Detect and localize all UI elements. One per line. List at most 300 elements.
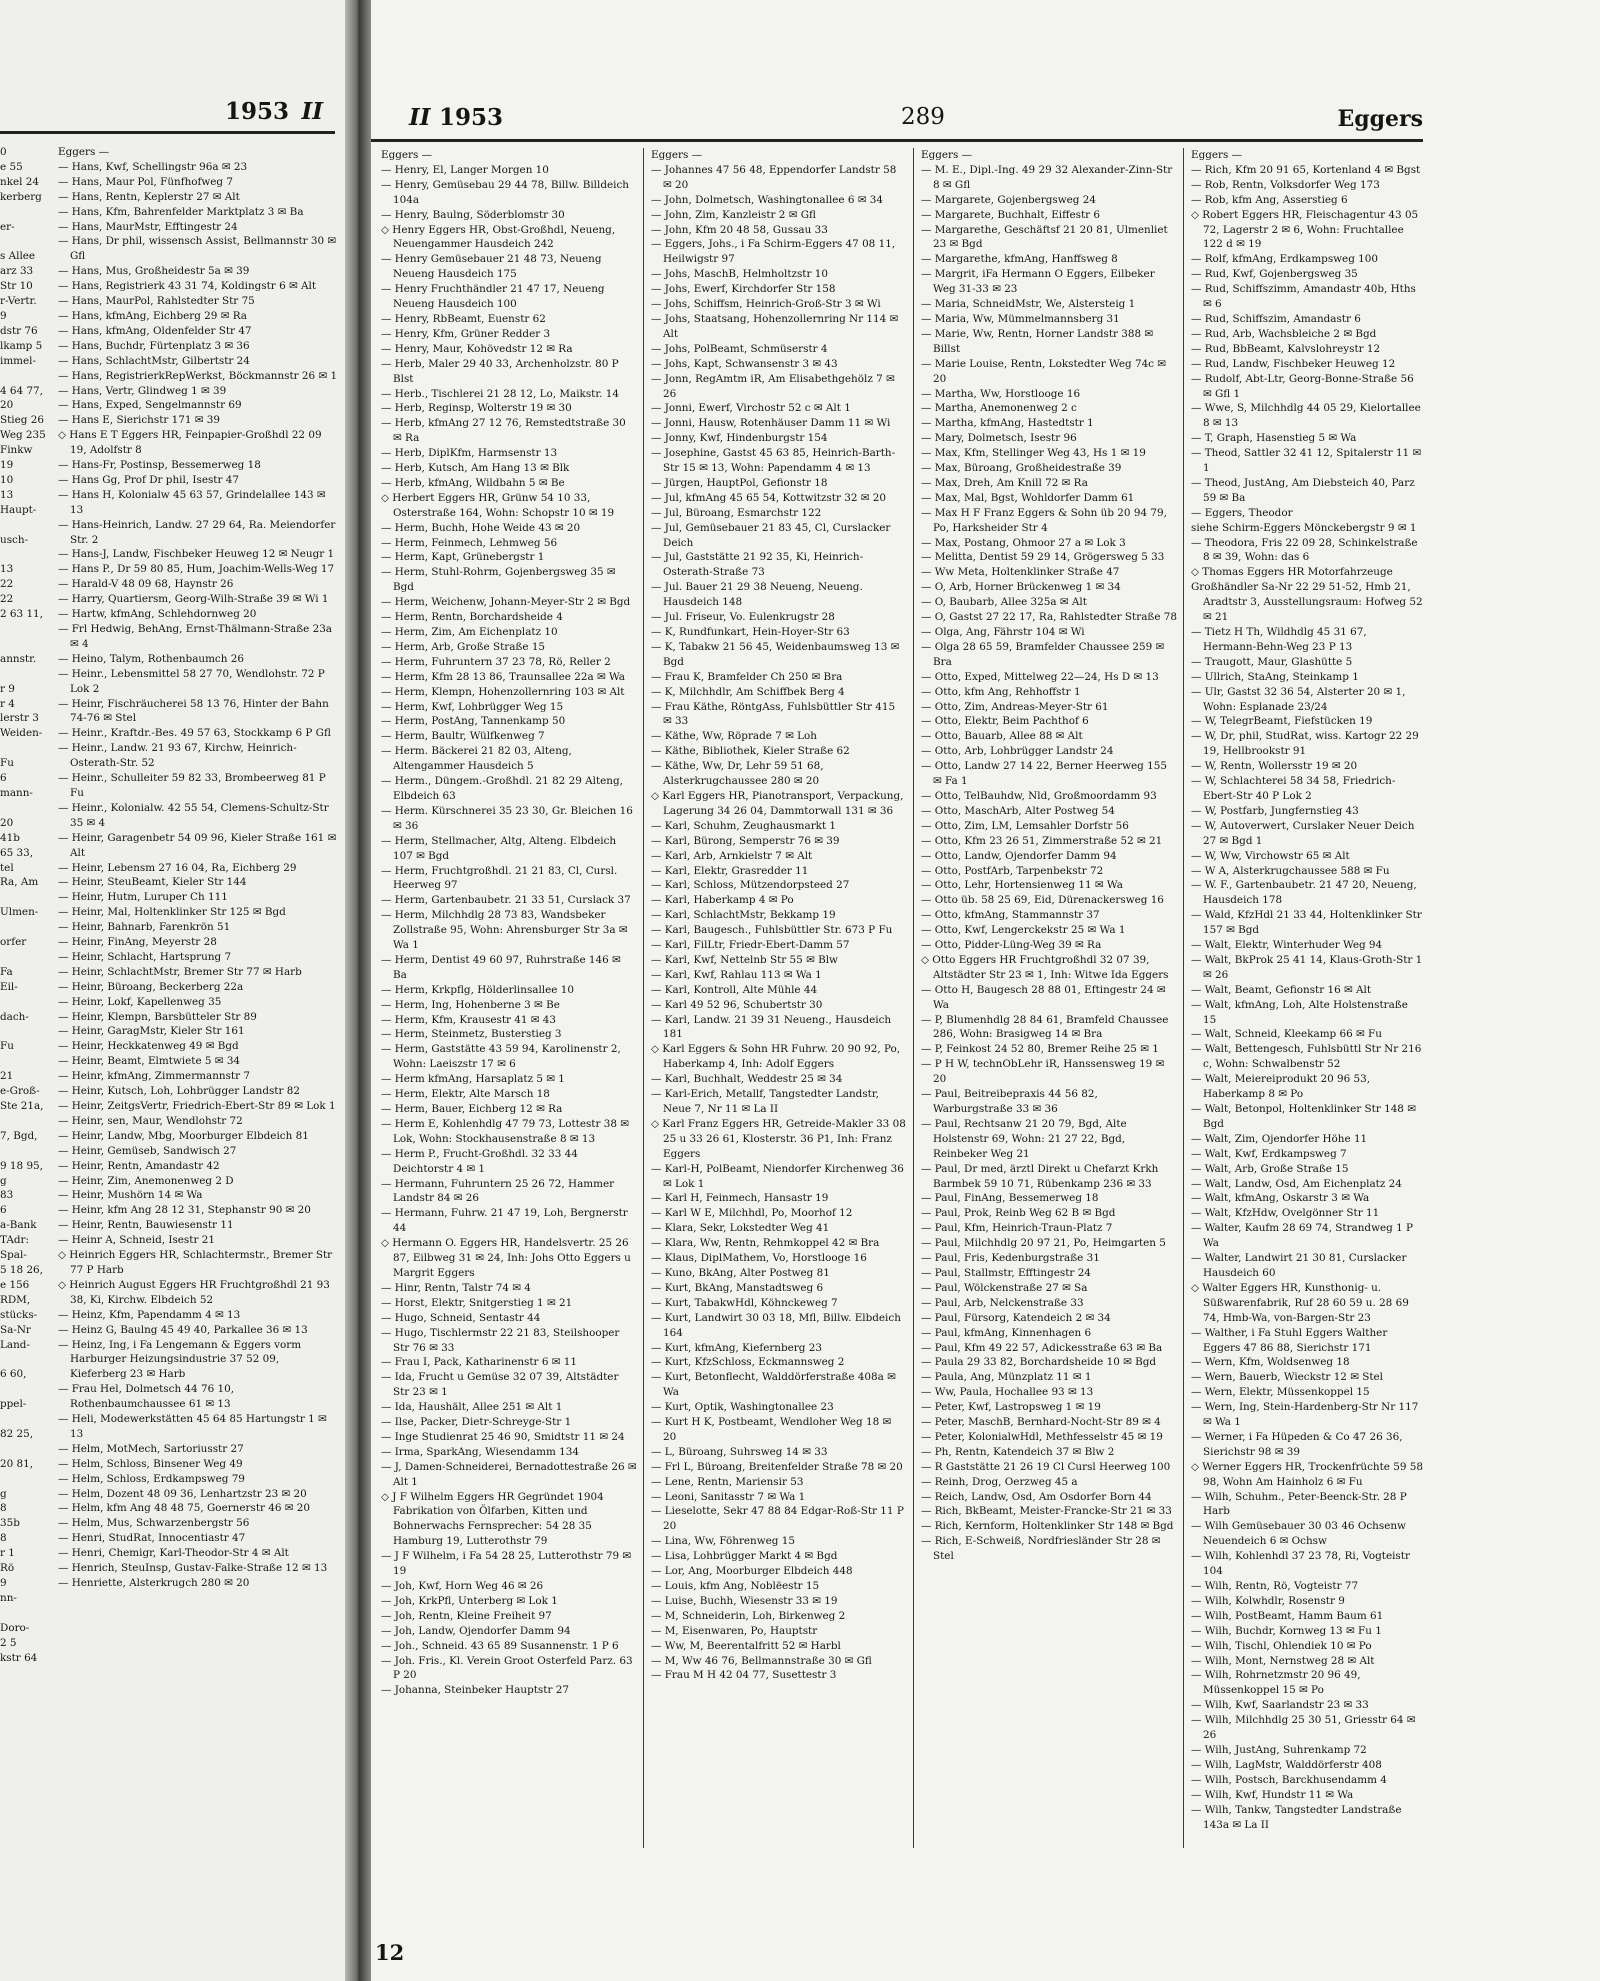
left-directory-column (58, 145, 338, 1945)
directory-entry: ◇ Heinrich Eggers HR, Schlachtermstr., Bremer Str 77 P Harb (58, 1249, 333, 1276)
cut-line-fragment: Stieg 26 (0, 414, 44, 427)
directory-entry: — Walt, Meiereiprodukt 20 96 53, Haberkamp 8 ✉ Po (1191, 1073, 1371, 1101)
directory-entry: — Leoni, Sanitasstr 7 ✉ Wa 1 (651, 1490, 806, 1503)
directory-entry: — Herm, Fuhruntern 37 23 78, Rö, Reller 2 (381, 655, 611, 668)
directory-entry: — Hans, Kwf, Schellingstr 96a ✉ 23 (58, 160, 248, 173)
directory-entry: — Herm, PostAng, Tannenkamp 50 (381, 715, 566, 728)
directory-entry: — Max, Dreh, Am Knill 72 ✉ Ra (921, 476, 1088, 489)
directory-entry: — Karl, Buchhalt, Weddestr 25 ✉ 34 (651, 1073, 843, 1086)
directory-entry: — Jürgen, HauptPol, Gefionstr 18 (651, 476, 828, 489)
directory-entry: — Karl, Kwf, Nettelnb Str 55 ✉ Blw (651, 953, 838, 966)
cut-line-fragment (0, 995, 48, 1010)
directory-entry: — Jonn, RegAmtm iR, Am Elisabethgehölz 7 ✉ 26 (651, 372, 895, 400)
directory-entry: — Hans E, Sierichstr 171 ✉ 39 (58, 414, 221, 427)
directory-entry: — Heinr, Beamt, Elmtwiete 5 ✉ 34 (58, 1055, 241, 1068)
cut-line-fragment (0, 920, 48, 935)
directory-entry: — Harry, Quartiersm, Georg-Wilh-Straße 39 ✉ Wi 1 (58, 593, 329, 606)
directory-entry: — Herm, Ing, Hohenberne 3 ✉ Be (381, 998, 560, 1011)
directory-entry: — W, Ww, Virchowstr 65 ✉ Alt (1191, 849, 1350, 862)
directory-entry: — Margarete, Gojenbergsweg 24 (921, 193, 1096, 206)
directory-entry: — Henry Gemüsebauer 21 48 73, Neueng Neueng Hausdeich 175 (381, 253, 602, 281)
directory-entry: — Hans, Vertr, Glindweg 1 ✉ 39 (58, 384, 227, 397)
directory-entry: — Heinr, Klempn, Barsbütteler Str 89 (58, 1010, 257, 1023)
directory-entry: — Herm. Bäckerei 21 82 03, Alteng, Altengammer Hausdeich 5 (381, 745, 572, 773)
directory-entry: — Otto, Arb, Lohbrügger Landstr 24 (921, 745, 1114, 758)
cut-line-fragment: 22 (0, 578, 14, 591)
directory-entry: — Henry, El, Langer Morgen 10 (381, 163, 549, 176)
directory-entry: — Karl, SchlachtMstr, Bekkamp 19 (651, 909, 836, 922)
directory-entry: — Martha, kfmAng, Hastedtstr 1 (921, 417, 1094, 430)
cut-line-fragment: Fa (0, 965, 13, 978)
column-head: Eggers — (921, 149, 973, 161)
directory-entry: — Walt, kfmAng, Oskarstr 3 ✉ Wa (1191, 1192, 1370, 1205)
directory-entry: — Karl H, Feinmech, Hansastr 19 (651, 1192, 829, 1205)
directory-entry: — Herb, Kutsch, Am Hang 13 ✉ Blk (381, 462, 570, 475)
directory-entry: — Otto, Elektr, Beim Pachthof 6 (921, 715, 1089, 728)
directory-entry: — Karl, Schuhm, Zeughausmarkt 1 (651, 819, 837, 832)
directory-entry: — Heinr, Lokf, Kapellenweg 35 (58, 995, 222, 1008)
directory-entry: — Jul, Büroang, Esmarchstr 122 (651, 506, 822, 519)
directory-entry: — Mary, Dolmetsch, Isestr 96 (921, 432, 1077, 445)
directory-entry: — Hans, kfmAng, Oldenfelder Str 47 (58, 324, 252, 337)
cut-line-fragment: 35b (0, 1517, 20, 1530)
cut-line-fragment: er- (0, 220, 15, 233)
directory-entry: — Ida, Frucht u Gemüse 32 07 39, Altstädter Str 23 ✉ 1 (381, 1371, 619, 1399)
cut-line-fragment (0, 637, 48, 652)
firm-entry: ◇ Karl Eggers HR, Pianotransport, Verpackung, Lagerung 34 26 04, Dammtorwall 131 ✉ 36 (651, 789, 904, 817)
directory-entry: — Joh, Landw, Ojendorfer Damm 94 (381, 1624, 571, 1637)
cut-line-fragment (0, 1114, 48, 1129)
directory-entry: — Johs, PolBeamt, Schmüserstr 4 (651, 342, 828, 355)
directory-entry: — Jul, Gaststätte 21 92 35, Ki, Heinrich-Osterath-Straße 73 (651, 551, 864, 579)
right-volume-roman: II (409, 104, 431, 131)
directory-entry: — Walt, kfmAng, Loh, Alte Holstenstraße 15 (1191, 998, 1408, 1026)
directory-entry: — Hans, Mus, Großheidestr 5a ✉ 39 (58, 265, 250, 278)
cut-line-fragment (0, 369, 48, 384)
cut-line-fragment: usch- (0, 533, 29, 546)
directory-entry: — Ulr, Gastst 32 36 54, Alsterter 20 ✉ 1, Wohn: Esplanade 23/24 (1191, 685, 1406, 713)
cut-line-fragment: Weiden- (0, 727, 43, 740)
directory-entry: — Herm, Dentist 49 60 97, Ruhrstraße 146 ✉ Ba (381, 953, 621, 981)
directory-entry: — Max H F Franz Eggers & Sohn üb 20 94 79, Po, Harksheider Str 4 (921, 506, 1167, 534)
directory-entry: ◇ Hans E T Eggers HR, Feinpapier-Großhdl 22 09 19, Adolfstr 8 (58, 429, 322, 457)
directory-entry: — Hugo, Schneid, Sentastr 44 (381, 1311, 541, 1324)
directory-entry: — Wilh, Tischl, Ohlendiek 10 ✉ Po (1191, 1639, 1372, 1652)
directory-entry: — Paul, Dr med, ärztl Direkt u Chefarzt Krkh Barmbek 59 10 71, Rübenkamp 236 ✉ 33 (921, 1162, 1159, 1190)
directory-entry: — Margrit, iFa Hermann O Eggers, Eilbeker Weg 31-33 ✉ 23 (921, 268, 1155, 296)
directory-entry: — Heinr, Fischräucherei 58 13 76, Hinter der Bahn 74-76 ✉ Stel (58, 697, 329, 725)
directory-entry: — Herm, Steinmetz, Busterstieg 3 (381, 1028, 562, 1041)
cut-line-fragment: e-Groß- (0, 1085, 40, 1098)
directory-entry: — Hartw, kfmAng, Schlehdornweg 20 (58, 608, 257, 621)
directory-entry: — Kurt, kfmAng, Kiefernberg 23 (651, 1341, 822, 1354)
directory-entry: — Karl, Kontroll, Alte Mühle 44 (651, 983, 818, 996)
directory-entry: — Käthe, Ww, Röprade 7 ✉ Loh (651, 730, 817, 743)
directory-entry: — Klara, Sekr, Lokstedter Weg 41 (651, 1222, 830, 1235)
directory-entry: — Lisa, Lohbrügger Markt 4 ✉ Bgd (651, 1550, 838, 1563)
directory-entry: — Wwe, S, Milchhdlg 44 05 29, Kielortallee 8 ✉ 13 (1191, 402, 1421, 430)
directory-entry: — Heinr, Mal, Holtenklinker Str 125 ✉ Bgd (58, 906, 286, 919)
cut-line-fragment (0, 1352, 48, 1367)
directory-entry: — Paul, Arb, Nelckenstraße 33 (921, 1296, 1084, 1309)
directory-entry: — Heinr, ZeitgsVertr, Friedrich-Ebert-Str 89 ✉ Lok 1 (58, 1100, 336, 1112)
directory-entry: — Max, Postang, Ohmoor 27 a ✉ Lok 3 (921, 536, 1126, 549)
directory-entry: — Rud, BbBeamt, Kalvslohreystr 12 (1191, 342, 1381, 355)
cut-line-fragment: g (0, 1174, 7, 1187)
directory-entry: — M, Schneiderin, Loh, Birkenweg 2 (651, 1609, 846, 1622)
cut-line-fragment: arz 33 (0, 265, 34, 278)
directory-entry: — Wilh, Milchhdlg 25 30 51, Griesstr 64 ✉ 26 (1191, 1714, 1416, 1742)
directory-entry: — Wern, Ing, Stein-Hardenberg-Str Nr 117 ✉ Wa 1 (1191, 1401, 1419, 1429)
directory-entry: — Joh., Schneid. 43 65 89 Susannenstr. 1 P 6 (381, 1639, 619, 1652)
directory-entry: — Wern, Elektr, Müssenkoppel 15 (1191, 1386, 1370, 1399)
firm-entry: ◇ J F Wilhelm Eggers HR Gegründet 1904 Fabrikation von Ölfarben, Kitten und Bohnerwachs Fernsprecher: 54 28 35 Hamburg 19, Lutterothstr 79 (381, 1490, 604, 1548)
directory-entry: — Jul. Friseur, Vo. Eulenkrugstr 28 (651, 611, 835, 624)
directory-entry: — Lieselotte, Sekr 47 88 84 Edgar-Roß-Str 11 P 20 (651, 1505, 904, 1533)
running-head-name: Eggers (1337, 106, 1423, 132)
directory-entry: — John, Zim, Kanzleistr 2 ✉ Gfl (651, 208, 816, 221)
cut-line-fragment: 6 60, (0, 1368, 27, 1381)
directory-entry: — J F Wilhelm, i Fa 54 28 25, Lutterothstr 79 ✉ 19 (381, 1550, 632, 1578)
directory-entry: — Ullrich, StaAng, Steinkamp 1 (1191, 670, 1359, 683)
directory-entry: — Otto, Zim, Andreas-Meyer-Str 61 (921, 700, 1109, 713)
directory-entry: — O, Baubarb, Allee 325a ✉ Alt (921, 596, 1087, 609)
directory-entry: — Karl-H, PolBeamt, Niendorfer Kirchenweg 36 ✉ Lok 1 (651, 1162, 904, 1190)
directory-entry: — Jul, Gemüsebauer 21 83 45, Cl, Curslacker Deich (651, 521, 891, 549)
directory-entry: — Irma, SparkAng, Wiesendamm 134 (381, 1445, 579, 1458)
directory-column-3 (921, 148, 1177, 1948)
directory-entry: — Karl, Elektr, Grasredder 11 (651, 864, 809, 877)
directory-entry: — Herm, Stellmacher, Altg, Alteng. Elbdeich 107 ✉ Bgd (381, 834, 617, 862)
column-head: Eggers — (1191, 149, 1243, 161)
firm-entry: ◇ Robert Eggers HR, Fleischagentur 43 05 72, Lagerstr 2 ✉ 6, Wohn: Fruchtallee 122 d ✉ 19 (1191, 208, 1419, 251)
directory-entry: — Walther, i Fa Stuhl Eggers Walther Eggers 47 86 88, Sierichstr 171 (1191, 1326, 1388, 1354)
directory-entry: — Heinr, Landw, Mbg, Moorburger Elbdeich 81 (58, 1129, 309, 1142)
directory-entry: — J, Damen-Schneiderei, Bernadottestraße 26 ✉ Alt 1 (381, 1460, 637, 1488)
cut-line-fragment (0, 547, 48, 562)
directory-entry: — Walt, BkProk 25 41 14, Klaus-Groth-Str 1 ✉ 26 (1191, 953, 1423, 981)
directory-entry: ◇ Heinrich August Eggers HR Fruchtgroßhdl 21 93 38, Ki, Kirchw. Elbdeich 52 (58, 1278, 330, 1306)
directory-entry: — Heinr, SteuBeamt, Kieler Str 144 (58, 876, 247, 889)
directory-entry: — Theod, Sattler 32 41 12, Spitalerstr 11 ✉ 1 (1191, 447, 1422, 475)
directory-entry: — Otto üb. 58 25 69, Eid, Dürenackersweg 16 (921, 894, 1164, 907)
directory-entry: — Otto, Landw 27 14 22, Berner Heerweg 155 ✉ Fa 1 (921, 760, 1167, 788)
directory-column-4 (1191, 148, 1423, 1948)
directory-entry: — Johs, Schiffsm, Heinrich-Groß-Str 3 ✉ Wi (651, 298, 881, 311)
directory-entry: — Herm, Milchhdlg 28 73 83, Wandsbeker Zollstraße 95, Wohn: Ahrensburger Str 3a ✉ Wa 1 (381, 909, 628, 952)
directory-entry: — Martha, Ww, Horstlooge 16 (921, 387, 1081, 400)
directory-entry: — Rich, E-Schweiß, Nordfriesländer Str 28 ✉ Stel (921, 1535, 1161, 1563)
directory-entry: — W, Rentn, Wollersstr 19 ✉ 20 (1191, 760, 1358, 773)
directory-entry: — Heinr, kfm Ang 28 12 31, Stephanstr 90 ✉ 20 (58, 1204, 311, 1217)
directory-entry: — Margarethe, kfmAng, Hanffsweg 8 (921, 253, 1118, 266)
directory-entry: — Karl 49 52 96, Schubertstr 30 (651, 998, 823, 1011)
directory-entry: — Max, Kfm, Stellinger Weg 43, Hs 1 ✉ 19 (921, 447, 1146, 460)
directory-entry: — M, Eisenwaren, Po, Hauptstr (651, 1624, 818, 1637)
directory-entry: — Hans-J, Landw, Fischbeker Heuweg 12 ✉ Neugr 1 (58, 548, 335, 561)
directory-entry: — Ww, Paula, Hochallee 93 ✉ 13 (921, 1386, 1094, 1399)
cut-line-fragment: immel- (0, 354, 37, 367)
directory-entry: — Hermann, Fuhruntern 25 26 72, Hammer Landstr 84 ✉ 26 (381, 1177, 615, 1205)
cut-line-fragment (0, 801, 48, 816)
cut-line-fragment (0, 1144, 48, 1159)
directory-entry: — Kurt H K, Postbeamt, Wendloher Weg 18 ✉ 20 (651, 1416, 892, 1443)
directory-entry: — Harald-V 48 09 68, Haynstr 26 (58, 578, 234, 591)
cut-line-fragment (0, 205, 48, 220)
cut-line-fragment: 65 33, (0, 846, 34, 859)
directory-column-2 (651, 148, 907, 1948)
directory-entry: Eggers — (58, 146, 110, 158)
cut-line-fragment (0, 741, 48, 756)
directory-entry: — Kurt, Optik, Washingtonallee 23 (651, 1401, 834, 1414)
right-year: 1953 (439, 104, 504, 131)
directory-entry: — Paul, Fürsorg, Katendeich 2 ✉ 34 (921, 1311, 1111, 1324)
column-head: Eggers — (651, 149, 703, 161)
directory-entry: — Wilh, Buchdr, Kornweg 13 ✉ Fu 1 (1191, 1624, 1382, 1637)
cut-line-fragment: a-Bank (0, 1219, 37, 1232)
directory-entry: — Luise, Buchh, Wiesenstr 33 ✉ 19 (651, 1594, 838, 1607)
directory-entry: — Frau I, Pack, Katharinenstr 6 ✉ 11 (381, 1356, 577, 1369)
directory-entry: — Wilh, Rentn, Rö, Vogteistr 77 (1191, 1580, 1359, 1592)
cut-line-fragment: lkamp 5 (0, 339, 43, 352)
cut-line-fragment: r-Vertr. (0, 295, 37, 308)
directory-entry: — Karl-Erich, Metallf, Tangstedter Landstr, Neue 7, Nr 11 ✉ La II (651, 1088, 879, 1115)
directory-entry: — Helm, Schloss, Erdkampsweg 79 (58, 1472, 245, 1485)
directory-entry: — Marie, Ww, Rentn, Horner Landstr 388 ✉ Billst (921, 327, 1154, 355)
directory-entry: — Heinr., Schulleiter 59 82 33, Brombeerweg 81 P Fu (58, 772, 326, 799)
directory-column-1 (381, 148, 637, 1948)
cut-line-fragment: 10 (0, 473, 14, 486)
directory-entry: — Wilh, Schuhm., Peter-Beenck-Str. 28 P Harb (1191, 1490, 1407, 1518)
cut-line-fragment: 5 18 26, (0, 1263, 43, 1276)
cut-line-fragment: 21 (0, 1070, 14, 1083)
directory-entry: — Herm, Gartenbaubetr. 21 33 51, Curslack 37 (381, 894, 631, 907)
directory-entry: — P, Blumenhdlg 28 84 61, Bramfeld Chaussee 286, Wohn: Brasigweg 14 ✉ Bra (921, 1013, 1169, 1041)
cut-line-fragment: Sa-Nr (0, 1323, 31, 1336)
directory-entry: — Hans, Buchdr, Fürtenplatz 3 ✉ 36 (58, 339, 250, 352)
directory-entry: — Henry Fruchthändler 21 47 17, Neueng Neueng Hausdeich 100 (381, 283, 605, 311)
directory-entry: — M. E., Dipl.-Ing. 49 29 32 Alexander-Zinn-Str 8 ✉ Gfl (921, 163, 1173, 191)
directory-entry: — Wilh, Rohrnetzmstr 20 96 49, Müssenkoppel 15 ✉ Po (1191, 1669, 1361, 1697)
directory-entry: — Rob, Rentn, Volksdorfer Weg 173 (1191, 178, 1380, 191)
cut-line-fragment: 9 18 95, (0, 1159, 43, 1172)
directory-entry: — Ilse, Packer, Dietr-Schreyge-Str 1 (381, 1416, 572, 1429)
cut-line-fragment: ppel- (0, 1398, 27, 1411)
directory-entry: — W, Dr, phil, StudRat, wiss. Kartogr 22 29 19, Hellbrookstr 91 (1191, 730, 1419, 758)
directory-entry: — Rud, Schiffszimm, Amandastr 40b, Hths ✉ 6 (1191, 283, 1416, 311)
firm-entry: ◇ Karl Franz Eggers HR, Getreide-Makler 33 08 25 u 33 26 61, Klosterstr. 36 P1, Inh: Franz Eggers (651, 1117, 906, 1160)
directory-entry: — Rob, kfm Ang, Asserstieg 6 (1191, 193, 1348, 206)
directory-entry: — Joh. Fris., Kl. Verein Groot Osterfeld Parz. 63 P 20 (381, 1654, 633, 1682)
directory-entry: — Wilh, LagMstr, Walddörferstr 408 (1191, 1758, 1382, 1771)
directory-entry: — Henry, Kfm, Grüner Redder 3 (381, 327, 551, 340)
directory-entry: — Paul, kfmAng, Kinnenhagen 6 (921, 1326, 1092, 1339)
directory-entry: — Theodora, Fris 22 09 28, Schinkelstraße 8 ✉ 39, Wohn: das 6 (1191, 536, 1418, 564)
directory-entry: — Walt, Zim, Ojendorfer Höhe 11 (1191, 1132, 1368, 1145)
directory-entry: — Frau M H 42 04 77, Susettestr 3 (651, 1669, 837, 1682)
directory-entry: — Frau Hel, Dolmetsch 44 76 10, Rothenbaumchaussee 61 ✉ 13 (58, 1383, 235, 1411)
directory-entry: — Otto, Zim, LM, Lemsahler Dorfstr 56 (921, 819, 1129, 832)
cut-line-fragment: Spal- (0, 1249, 27, 1262)
directory-entry: — Peter, Kwf, Lastropsweg 1 ✉ 19 (921, 1401, 1101, 1414)
cut-line-fragment: 8 (0, 1532, 7, 1545)
cut-line-fragment: 0 (0, 146, 7, 158)
directory-entry: — W. F., Gartenbaubetr. 21 47 20, Neueng, Hausdeich 178 (1191, 879, 1417, 907)
directory-entry: — Rud, Landw, Fischbeker Heuweg 12 (1191, 357, 1396, 370)
directory-entry: — Herm, Feinmech, Lehmweg 56 (381, 536, 558, 549)
directory-entry: — Olga 28 65 59, Bramfelder Chaussee 259 ✉ Bra (921, 640, 1165, 668)
directory-entry: — Heinr, SchlachtMstr, Bremer Str 77 ✉ Harb (58, 965, 302, 978)
directory-entry: — Heinr, sen, Maur, Wendlohstr 72 (58, 1114, 243, 1127)
directory-entry: — Otto, kfmAng, Stammannstr 37 (921, 909, 1100, 922)
directory-entry: — Herm, Krkpflg, Hölderlinsallee 10 (381, 983, 574, 996)
directory-entry: — Karl, Baugesch., Fuhlsbüttler Str. 673 P Fu (651, 924, 893, 937)
directory-entry: — Wilh, PostBeamt, Hamm Baum 61 (1191, 1609, 1384, 1622)
directory-entry: — Wilh, Kohlenhdl 37 23 78, Ri, Vogteistr 104 (1191, 1550, 1410, 1578)
directory-entry: — Hans, Dr phil, wissensch Assist, Bellmannstr 30 ✉ Gfl (58, 235, 337, 263)
cut-line-fragment: Doro- (0, 1621, 30, 1634)
directory-entry: — Paul, Kfm 49 22 57, Adickesstraße 63 ✉ Ba (921, 1341, 1163, 1354)
firm-entry: ◇ Hermann O. Eggers HR, Handelsvertr. 25 26 87, Eilbweg 31 ✉ 24, Inh: Johs Otto Eggers u Margrit Eggers (381, 1237, 631, 1279)
left-page (0, 0, 345, 1981)
directory-entry: — Henry, Baulng, Söderblomstr 30 (381, 208, 565, 221)
firm-entry: ◇ Herbert Eggers HR, Grünw 54 10 33, Osterstraße 164, Wohn: Schopstr 10 ✉ 19 (381, 491, 615, 519)
cut-line-fragment: kerberg (0, 190, 42, 203)
directory-entry: — Heinr, Heckkatenweg 49 ✉ Bgd (58, 1040, 239, 1053)
directory-entry: — Hans, MaurMstr, Efftingestr 24 (58, 220, 238, 233)
cut-line-fragment: e 55 (0, 160, 23, 173)
directory-entry: — Herm, Bauer, Eichberg 12 ✉ Ra (381, 1103, 563, 1115)
directory-entry: — Frl L, Büroang, Breitenfelder Straße 78 ✉ 20 (651, 1460, 903, 1473)
directory-entry: — Wald, KfzHdl 21 33 44, Holtenklinker Str 157 ✉ Bgd (1191, 909, 1422, 937)
directory-entry: — Rolf, kfmAng, Erdkampsweg 100 (1191, 253, 1378, 266)
directory-entry: — Heino, Talym, Rothenbaumch 26 (58, 652, 244, 665)
directory-entry: — Frau K, Bramfelder Ch 250 ✉ Bra (651, 670, 843, 683)
directory-entry: — Helm, Dozent 48 09 36, Lenhartzstr 23 ✉ 20 (58, 1487, 307, 1500)
firm-entry: ◇ Otto Eggers HR Fruchtgroßhdl 32 07 39, Altstädter Str 23 ✉ 1, Inh: Witwe Ida Eggers (921, 953, 1169, 981)
directory-entry: — Otto, Bauarb, Allee 88 ✉ Alt (921, 730, 1083, 743)
directory-entry: — Henri, Chemigr, Karl-Theodor-Str 4 ✉ Alt (58, 1547, 289, 1560)
sheet-mark: 12 (375, 1940, 405, 1965)
directory-entry: — Wilh, Postsch, Barckhusendamm 4 (1191, 1773, 1387, 1786)
directory-entry: — Hermann, Fuhrw. 21 47 19, Loh, Bergnerstr 44 (381, 1207, 628, 1235)
directory-entry: — Maria, Ww, Mümmelmannsberg 31 (921, 312, 1120, 325)
directory-entry: — Herb, Reginsp, Wolterstr 19 ✉ 30 (381, 402, 572, 415)
directory-entry: — Heinr, Hutm, Luruper Ch 111 (58, 891, 228, 904)
directory-entry: — Herm, Arb, Große Straße 15 (381, 640, 546, 653)
cut-line-fragment: 8 (0, 1502, 7, 1515)
directory-entry: — Joh, Rentn, Kleine Freiheit 97 (381, 1609, 552, 1622)
directory-entry: — Herm, Rentn, Borchardsheide 4 (381, 611, 563, 624)
directory-entry: — O, Arb, Horner Brückenweg 1 ✉ 34 (921, 581, 1121, 594)
directory-entry: — Otto, Pidder-Lüng-Weg 39 ✉ Ra (921, 939, 1102, 952)
directory-entry: — Kurt, Betonflecht, Walddörferstraße 408a ✉ Wa (651, 1371, 896, 1399)
directory-entry: — Henrich, SteuInsp, Gustav-Falke-Straße 12 ✉ 13 (58, 1562, 328, 1575)
directory-entry: — Rich, Kernform, Holtenklinker Str 148 ✉ Bgd (921, 1520, 1174, 1533)
directory-entry: — Heinz G, Baulng 45 49 40, Parkallee 36 ✉ 13 (58, 1323, 308, 1336)
cut-line-fragment: dstr 76 (0, 324, 38, 337)
directory-entry: — L, Büroang, Suhrsweg 14 ✉ 33 (651, 1445, 828, 1458)
directory-entry: — Herm, Buchh, Hohe Weide 43 ✉ 20 (381, 521, 581, 534)
directory-entry: — Heinr, FinAng, Meyerstr 28 (58, 936, 217, 949)
directory-entry: — Otto, Kwf, Lengerckekstr 25 ✉ Wa 1 (921, 924, 1126, 937)
directory-entry: — Martha, Anemonenweg 2 c (921, 402, 1077, 415)
directory-entry: — Ida, Haushält, Allee 251 ✉ Alt 1 (381, 1401, 563, 1414)
cut-line-fragment (0, 1024, 48, 1039)
cut-line-fragment: r 9 (0, 682, 15, 695)
cut-line-fragment: Weg 235 (0, 429, 46, 442)
directory-entry: — Karl, Haberkamp 4 ✉ Po (651, 894, 794, 907)
firm-entry: ◇ Karl Eggers & Sohn HR Fuhrw. 20 90 92, Po, Haberkamp 4, Inh: Adolf Eggers (651, 1043, 901, 1071)
directory-entry: — Otto, Kfm 23 26 51, Zimmerstraße 52 ✉ 21 (921, 834, 1163, 847)
directory-entry: — Herm kfmAng, Harsaplatz 5 ✉ 1 (381, 1073, 565, 1086)
cut-line-fragment: g (0, 1487, 7, 1500)
column-rule (913, 148, 914, 1848)
directory-entry: — Marie Louise, Rentn, Lokstedter Weg 74c ✉ 20 (921, 357, 1167, 385)
cut-line-fragment: Ra, Am (0, 876, 39, 889)
directory-entry: — Paul, Kfm, Heinrich-Traun-Platz 7 (921, 1222, 1113, 1235)
directory-entry: — Wilh Gemüsebauer 30 03 46 Ochsenw Neuendeich 6 ✉ Ochsw (1191, 1520, 1406, 1548)
left-running-head (0, 94, 335, 134)
directory-entry: — Paul, Prok, Reinb Weg 62 B ✉ Bgd (921, 1207, 1116, 1220)
cut-line-fragment: 6 (0, 772, 7, 785)
directory-entry: — Inge Studienrat 25 46 90, Smidtstr 11 ✉ 24 (381, 1430, 625, 1443)
directory-entry: — Käthe, Ww, Dr, Lehr 59 51 68, Alsterkrugchaussee 280 ✉ 20 (651, 760, 824, 788)
directory-entry: — Louis, kfm Ang, Noblëestr 15 (651, 1580, 820, 1592)
directory-entry: — Hans, kfmAng, Eichberg 29 ✉ Ra (58, 309, 247, 322)
right-page (371, 0, 1600, 1981)
cut-line-fragment: orfer (0, 936, 27, 949)
cut-line-fragment (0, 1054, 48, 1069)
directory-entry: — Lor, Ang, Moorburger Elbdeich 448 (651, 1565, 853, 1578)
directory-entry: — Käthe, Bibliothek, Kieler Straße 62 (651, 745, 850, 758)
directory-entry: — Otto, MaschArb, Alter Postweg 54 (921, 804, 1115, 817)
cut-line-fragment: stücks- (0, 1308, 38, 1321)
directory-entry: — Herb., Tischlerei 21 28 12, Lo, Maikstr. 14 (381, 387, 619, 400)
cut-line-fragment: 20 81, (0, 1457, 34, 1470)
directory-entry: — Johs, Staatsang, Hohenzollernring Nr 114 ✉ Alt (651, 312, 899, 340)
directory-entry: — Heinr., Landw. 21 93 67, Kirchw, Heinrich-Osterath-Str. 52 (58, 742, 297, 770)
column-rule (643, 148, 644, 1848)
directory-entry: — Helm, Schloss, Binsener Weg 49 (58, 1457, 243, 1470)
directory-entry: — Karl W E, Milchhdl, Po, Moorhof 12 (651, 1207, 853, 1220)
directory-entry: — Wilh, JustAng, Suhrenkamp 72 (1191, 1743, 1367, 1756)
directory-entry: — P H W, technObLehr iR, Hanssensweg 19 ✉ 20 (921, 1058, 1165, 1086)
cut-line-fragment (0, 1472, 48, 1487)
directory-entry: — Karl, Kwf, Rahlau 113 ✉ Wa 1 (651, 968, 822, 981)
cut-line-fragment: 4 64 77, (0, 384, 43, 397)
directory-entry: — Herm, Baultr, Wülfkenweg 7 (381, 730, 545, 743)
directory-entry: — Herm, Elektr, Alte Marsch 18 (381, 1088, 550, 1101)
directory-entry: — M, Ww 46 76, Bellmannstraße 30 ✉ Gfl (651, 1654, 872, 1667)
cut-line-fragment: Rö (0, 1562, 15, 1575)
left-year: 1953 (224, 98, 289, 125)
left-volume-roman: II (301, 98, 323, 125)
directory-entry: — Wilh, Kolwhdlr, Rosenstr 9 (1191, 1594, 1345, 1607)
directory-entry: — Werner, i Fa Hüpeden & Co 47 26 36, Sierichstr 98 ✉ 39 (1191, 1430, 1403, 1458)
directory-entry: — Otto, Landw, Ojendorfer Damm 94 (921, 849, 1117, 862)
directory-entry: — Heinr, Garagenbetr 54 09 96, Kieler Straße 161 ✉ Alt (58, 831, 337, 859)
cut-line-fragment: nkel 24 (0, 175, 39, 188)
firm-entry: ◇ Walter Eggers HR, Kunsthonig- u. Süßwarenfabrik, Ruf 28 60 59 u. 28 69 74, Hmb-Wa, von-Bargen-Str 23 (1191, 1281, 1409, 1324)
directory-entry: — Herm, Fruchtgroßhdl. 21 21 83, Cl, Cursl. Heerweg 97 (381, 864, 618, 892)
directory-entry: — Heinr, kfmAng, Zimmermannstr 7 (58, 1070, 250, 1083)
directory-entry: — Herm E, Kohlenhdlg 47 79 73, Lottestr 38 ✉ Lok, Wohn: Stockhausenstraße 8 ✉ 13 (381, 1117, 629, 1145)
firm-entry: ◇ Werner Eggers HR, Trockenfrüchte 59 58 98, Wohn Am Hainholz 6 ✉ Fu (1191, 1460, 1423, 1488)
directory-entry: — Heinr., Lebensmittel 58 27 70, Wendlohstr. 72 P Lok 2 (58, 667, 325, 695)
directory-entry: — Herb, DiplKfm, Harmsenstr 13 (381, 447, 558, 460)
directory-entry: — Jonni, Ewerf, Virchostr 52 c ✉ Alt 1 (651, 402, 851, 415)
